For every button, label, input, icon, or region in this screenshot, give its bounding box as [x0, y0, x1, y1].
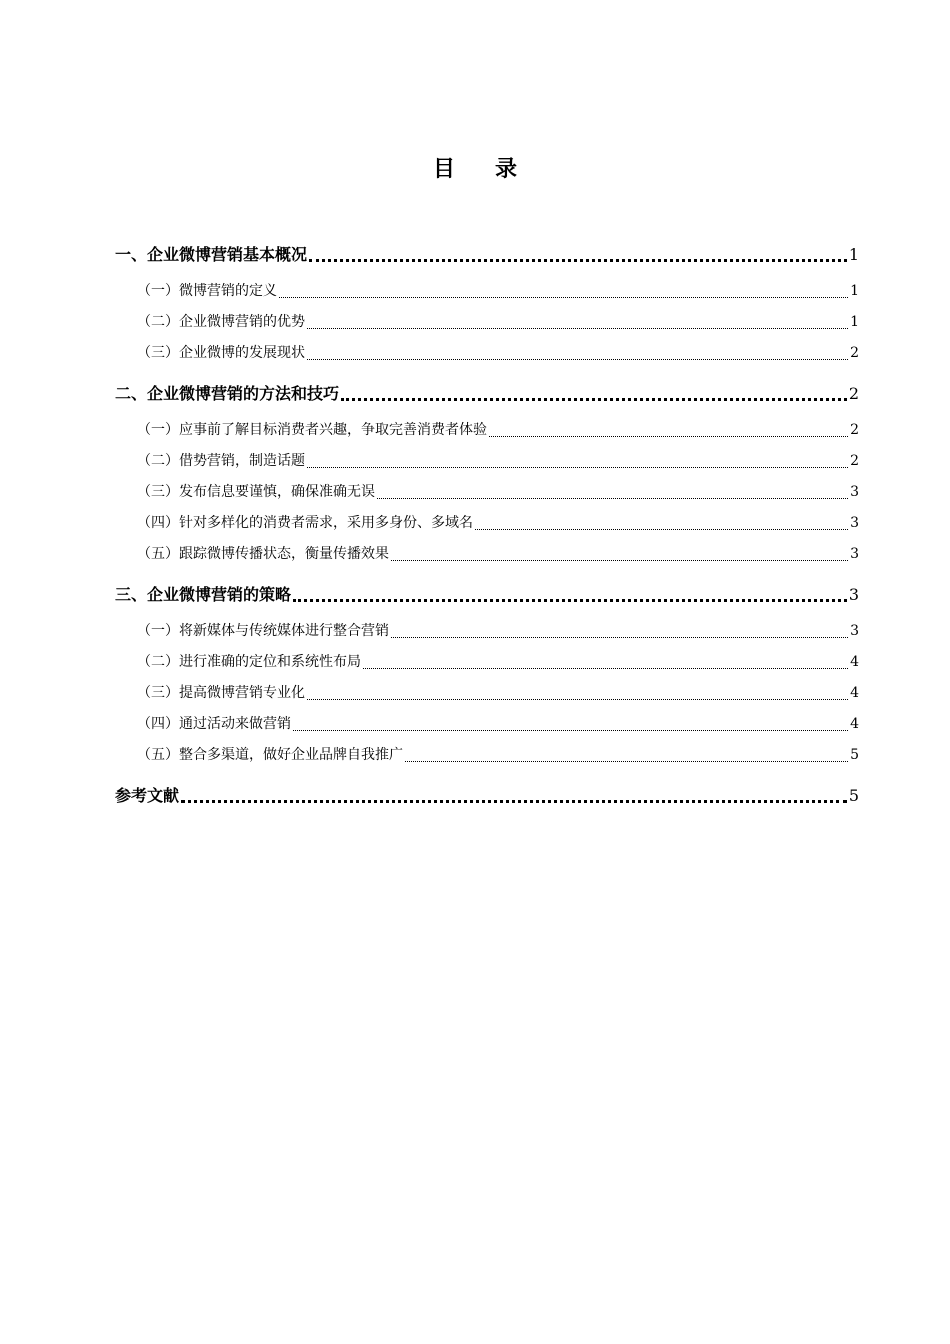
toc-leader-dots	[391, 560, 848, 561]
toc-entry-page: 4	[850, 654, 859, 670]
toc-entry-label: （三）发布信息要谨慎，确保准确无误	[137, 484, 375, 500]
toc-entry-page: 5	[848, 786, 859, 805]
toc-leader-dots	[489, 436, 848, 437]
toc-entry-label: （二）借势营销，制造话题	[137, 453, 305, 469]
toc-entry-page: 3	[850, 546, 859, 562]
toc-entry-page: 5	[850, 747, 859, 763]
toc-entry-page: 1	[850, 283, 859, 299]
toc-leader-dots	[293, 730, 848, 731]
toc-entry-label: 三、企业微博营销的策略	[115, 585, 292, 604]
toc-entry-page: 3	[850, 515, 859, 531]
toc-entry-page: 3	[850, 623, 859, 639]
toc-entry-label: （一）将新媒体与传统媒体进行整合营销	[137, 623, 389, 639]
toc-leader-dots	[293, 599, 847, 602]
toc-entry-label: （四）通过活动来做营销	[137, 716, 291, 732]
toc-leader-dots	[391, 637, 848, 638]
toc-entry-section-3[interactable]	[115, 578, 859, 612]
toc-entry-page: 3	[850, 484, 859, 500]
toc-entry-label: 一、企业微博营销基本概况	[115, 245, 308, 264]
toc-entry-page: 2	[848, 384, 859, 403]
toc-entry-page: 1	[848, 245, 859, 264]
toc-entry-subsection[interactable]	[115, 539, 859, 570]
toc-entry-subsection[interactable]	[115, 678, 859, 709]
toc-title	[0, 152, 950, 183]
toc-entry-label: 二、企业微博营销的方法和技巧	[115, 384, 340, 403]
toc-entry-references[interactable]	[115, 779, 859, 813]
toc-entry-label: （一）应事前了解目标消费者兴趣，争取完善消费者体验	[137, 422, 487, 438]
toc-entry-label: （二）进行准确的定位和系统性布局	[137, 654, 361, 670]
toc-entry-subsection[interactable]	[115, 276, 859, 307]
toc-leader-dots	[341, 398, 847, 401]
toc-entry-page: 2	[850, 453, 859, 469]
toc-entry-page: 3	[848, 585, 859, 604]
toc-entry-page: 1	[850, 314, 859, 330]
toc-entry-section-2[interactable]	[115, 377, 859, 411]
toc-entry-page: 2	[850, 422, 859, 438]
toc-entry-page: 2	[850, 345, 859, 361]
toc-title-part2: 录	[495, 157, 518, 182]
toc-leader-dots	[279, 297, 848, 298]
toc-entry-subsection[interactable]	[115, 508, 859, 539]
toc-entry-subsection[interactable]	[115, 647, 859, 678]
toc-leader-dots	[363, 668, 848, 669]
toc-leader-dots	[377, 498, 848, 499]
toc-entry-subsection[interactable]	[115, 338, 859, 369]
toc-entry-label: （五）整合多渠道，做好企业品牌自我推广	[137, 747, 403, 763]
toc-entry-subsection[interactable]	[115, 446, 859, 477]
toc-leader-dots	[307, 699, 848, 700]
toc-leader-dots	[405, 761, 848, 762]
toc-entry-label: （三）企业微博的发展现状	[137, 345, 305, 361]
table-of-contents	[115, 238, 859, 813]
toc-entry-page: 4	[850, 685, 859, 701]
toc-entry-label: （四）针对多样化的消费者需求，采用多身份、多域名	[137, 515, 473, 531]
toc-leader-dots	[307, 467, 848, 468]
toc-leader-dots	[309, 259, 847, 262]
toc-entry-label: 参考文献	[115, 786, 180, 805]
toc-leader-dots	[181, 800, 847, 803]
toc-entry-label: （三）提高微博营销专业化	[137, 685, 305, 701]
toc-entry-page: 4	[850, 716, 859, 732]
toc-entry-section-1[interactable]	[115, 238, 859, 272]
toc-entry-subsection[interactable]	[115, 415, 859, 446]
toc-entry-subsection[interactable]	[115, 709, 859, 740]
toc-leader-dots	[307, 359, 848, 360]
toc-title-part1: 目	[432, 157, 455, 182]
toc-entry-label: （五）跟踪微博传播状态，衡量传播效果	[137, 546, 389, 562]
toc-entry-subsection[interactable]	[115, 477, 859, 508]
toc-entry-subsection[interactable]	[115, 307, 859, 338]
toc-entry-label: （一）微博营销的定义	[137, 283, 277, 299]
toc-leader-dots	[475, 529, 848, 530]
toc-entry-label: （二）企业微博营销的优势	[137, 314, 305, 330]
toc-entry-subsection[interactable]	[115, 740, 859, 771]
toc-leader-dots	[307, 328, 848, 329]
toc-entry-subsection[interactable]	[115, 616, 859, 647]
